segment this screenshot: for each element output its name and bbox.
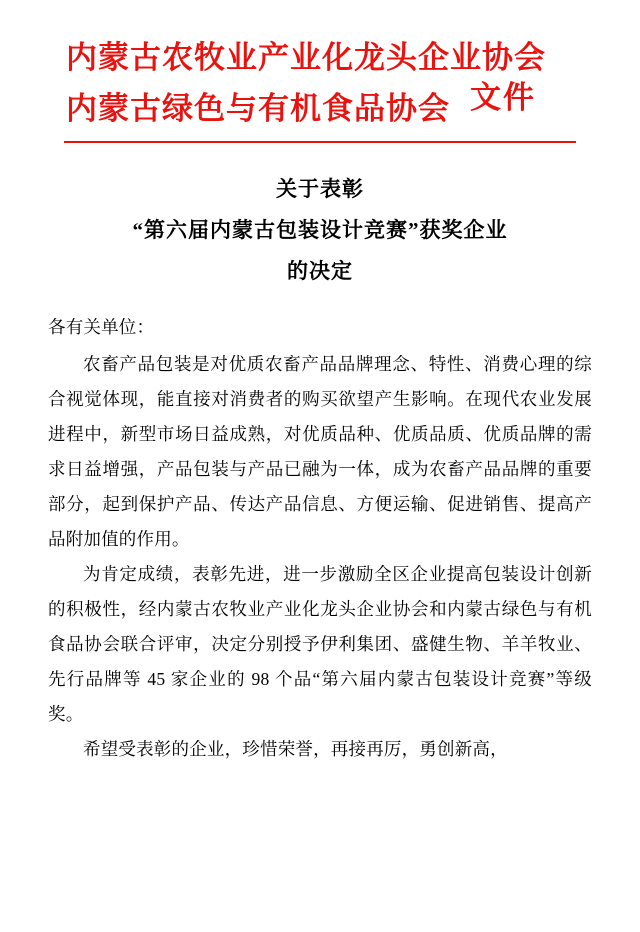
salutation: 各有关单位： xyxy=(48,316,155,337)
body-paragraph-3: 希望受表彰的企业，珍惜荣誉，再接再厉，勇创新高， xyxy=(83,738,508,759)
body-paragraph-1: 农畜产品包装是对优质农畜产品品牌理念、特性、消费心理的综合视觉体现，能直接对消费者的购买欲望产生影响。在现代农业发展进程中，新型市场日益成熟，对优质品种、优质品质、优质品牌的需求日益增强，产品包装与产品已融为一体，成为农畜产品品牌的重要部分，起到保护产品、传达产品信息、方便运输、促进销售、提高产品附加值的作用。 xyxy=(48,353,592,549)
masthead-red-rule xyxy=(64,141,576,143)
masthead-org-line-2: 内蒙古绿色与有机食品协会 xyxy=(66,90,450,126)
page-title-line-2: “第六届内蒙古包装设计竞赛”获奖企业 xyxy=(132,218,508,243)
body-paragraph-2: 为肯定成绩，表彰先进，进一步激励全区企业提高包装设计创新的积极性，经内蒙古农牧业产业化龙头企业协会和内蒙古绿色与有机食品协会联合评审，决定分别授予伊利集团、盛健生物、羊羊牧业、先行品牌等 45 家企业的 98 个品“第六届内蒙古包装设计竞赛”等级奖。 xyxy=(48,563,592,724)
page-title-line-3: 的决定 xyxy=(287,259,353,284)
document-masthead xyxy=(48,0,592,143)
masthead-document-word: 文件 xyxy=(470,80,536,115)
page-title-line-1: 关于表彰 xyxy=(276,177,364,202)
document-body xyxy=(48,310,592,767)
page-title xyxy=(48,169,592,292)
masthead-org-line-1: 内蒙古农牧业产业化龙头企业协会 xyxy=(66,40,546,75)
